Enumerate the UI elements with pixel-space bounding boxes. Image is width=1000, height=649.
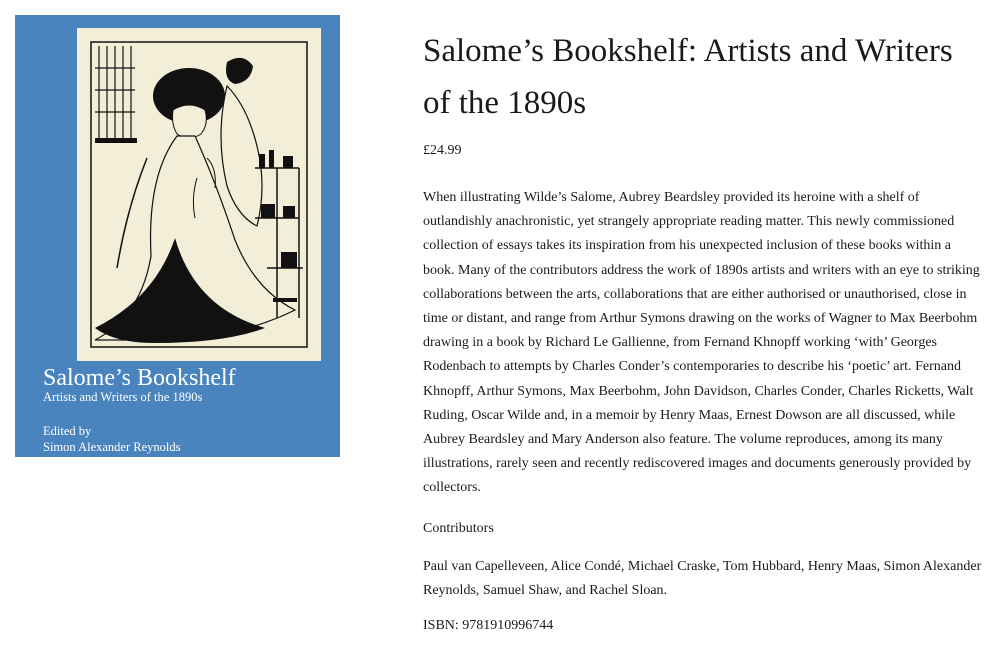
cover-illustration bbox=[77, 28, 321, 361]
product-description: When illustrating Wilde’s Salome, Aubrey Beardsley provided its heroine with a shelf of outlandishly anachronistic, yet strangely appropriate reading matter. This newly commissioned collection of essays takes its inspiration from his unexpected inclusion of these books within a book. Many of the contributors address the work of 1890s artists and writers with an eye to striking collaborations between the arts, collaborations that are either authorised or unauthorised, close in time or distant, and range from Arthur Symons drawing on the works of Wagner to Max Beerbohm drawing in a book by Richard Le Gallienne, from Fernand Khnopff working ‘with’ Georges Rodenbach to attempts by Charles Conder’s contemporaries to describe his ‘poetic’ art. Fernand Khnopff, Arthur Symons, Max Beerbohm, John Davidson, Charles Conder, Charles Ricketts, Walt Ruding, Oscar Wilde and, in a memoir by Henry Maas, Ernest Dowson are all discussed, while Aubrey Beardsley and Mary Anderson also feature. The volume reproduces, among its many illustrations, rarely seen and recently rediscovered images and documents generously provided by collectors. bbox=[423, 190, 980, 496]
product-price: £24.99 bbox=[423, 143, 462, 158]
cover-subtitle: Artists and Writers of the 1890s bbox=[43, 390, 203, 404]
book-cover[interactable] bbox=[15, 15, 340, 457]
product-isbn: ISBN: 9781910996744 bbox=[423, 617, 554, 633]
cover-edited-label: Edited by bbox=[43, 424, 92, 438]
contributors-heading: Contributors bbox=[423, 520, 494, 536]
cover-editor-name: Simon Alexander Reynolds bbox=[43, 440, 181, 454]
beardsley-illustration bbox=[77, 28, 321, 361]
product-details bbox=[423, 25, 983, 638]
cover-title: Salome’s Bookshelf bbox=[43, 365, 236, 391]
contributors-list: Paul van Capelleveen, Alice Condé, Michael Craske, Tom Hubbard, Henry Maas, Simon Alexander Reynolds, Samuel Shaw, and Rachel Sloan. bbox=[423, 558, 982, 599]
product-title: Salome’s Bookshelf: Artists and Writers of the 1890s bbox=[423, 33, 953, 121]
